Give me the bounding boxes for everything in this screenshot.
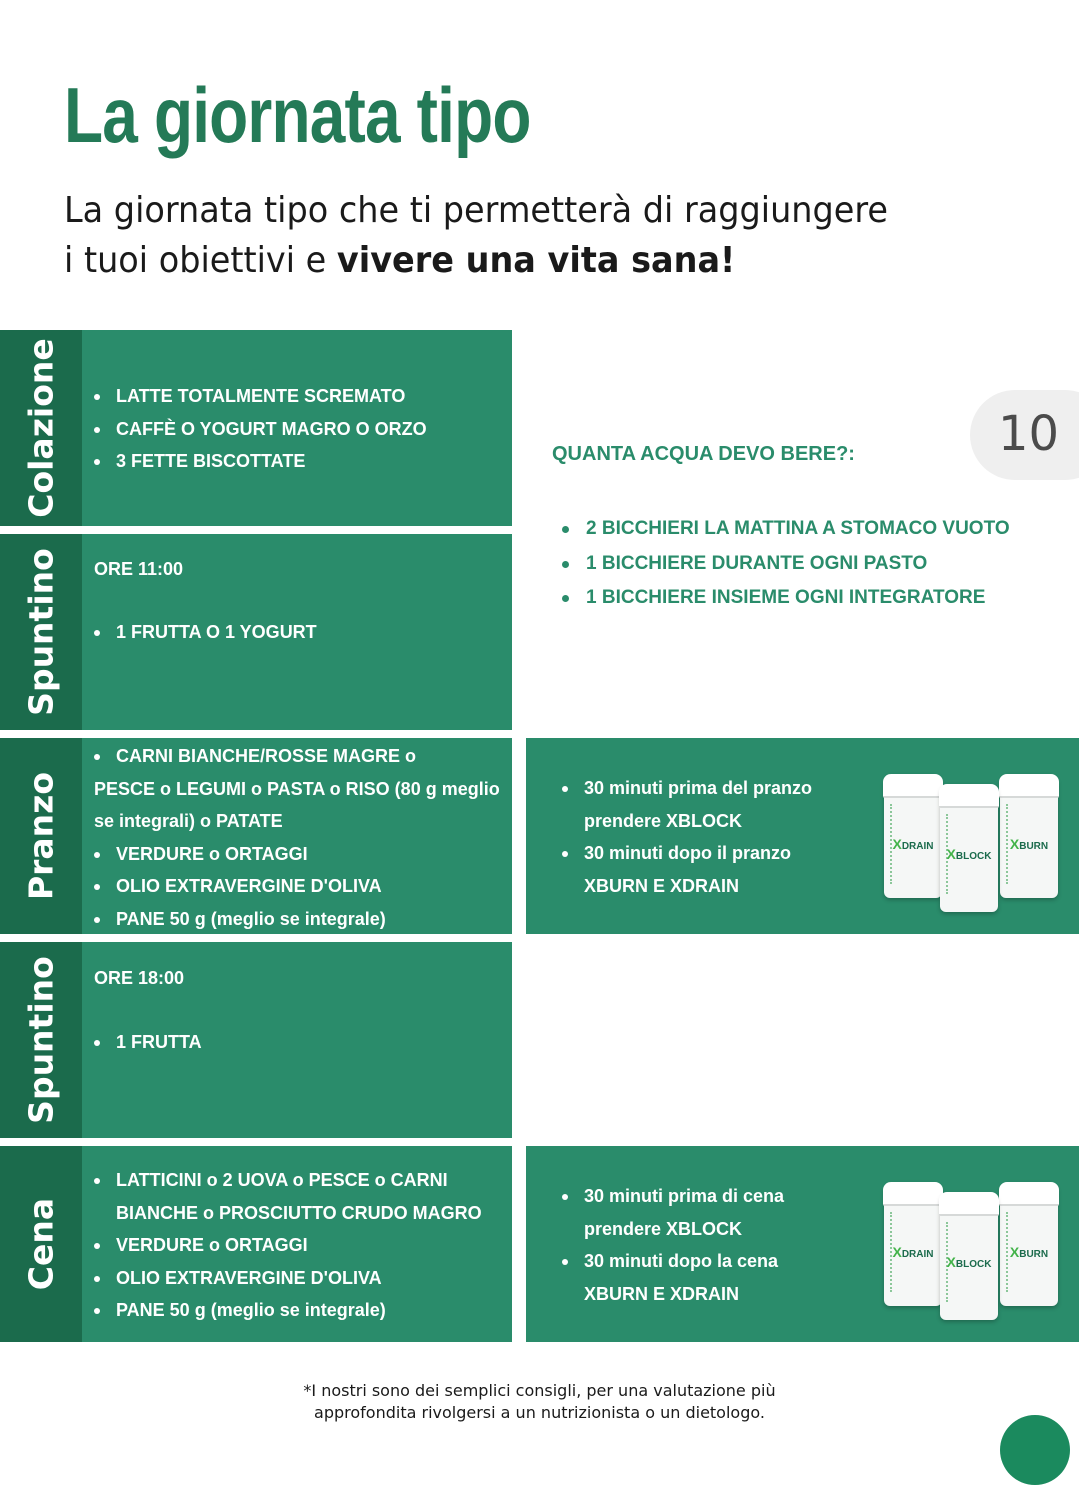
bottle-xburn [1000,1182,1058,1306]
bottle-xdrain [884,1182,942,1306]
tab-cena-label: Cena [21,1197,61,1291]
bottle-label: XBLOCK [946,1254,992,1270]
tab-spuntino-afternoon [0,942,82,1138]
bottle-label: XBLOCK [946,846,992,862]
list-item: LATTE TOTALMENTE SCREMATO [116,380,512,413]
colazione-list [82,380,512,478]
cena-panel [82,1146,512,1342]
list-item: VERDURE o ORTAGGI [116,838,512,871]
bottle-xblock [940,1192,998,1320]
page-number: 10 [998,406,1060,462]
tab-spuntino-morning [0,534,82,730]
bottle-xburn [1000,774,1058,898]
list-item: PANE 50 g (meglio se integrale) [116,1294,498,1327]
pranzo-panel [82,738,512,934]
colazione-panel [82,330,512,526]
list-item: OLIO EXTRAVERGINE D'OLIVA [116,870,512,903]
bottle-xblock [940,784,998,912]
supplement-bottles-image [884,774,1064,919]
subtitle-line1: La giornata tipo che ti permetterà di raggiungere [64,190,889,231]
spuntino-time: ORE 18:00 [94,968,185,988]
list-item: 30 minuti prima del pranzo prendere XBLOCK [584,772,844,837]
supplements-pranzo-panel [526,738,1079,934]
footnote [0,1380,1079,1424]
list-item: CARNI BIANCHE/ROSSE MAGRE o [116,740,512,773]
tab-spuntino-label: Spuntino [21,548,61,716]
subtitle-line2-normal: i tuoi obiettivi e [64,240,337,281]
spuntino-morning-panel [82,534,512,730]
water-question: QUANTA ACQUA DEVO BERE?: [552,443,855,465]
spuntino-time: ORE 11:00 [94,559,184,579]
corner-decoration [1000,1415,1070,1485]
list-item: VERDURE o ORTAGGI [116,1229,498,1262]
water-list [560,512,1010,616]
tab-colazione [0,330,82,526]
supplements-cena-panel [526,1146,1079,1342]
cena-list [82,1164,512,1327]
tab-spuntino-label: Spuntino [21,956,61,1124]
list-item: CAFFÈ O YOGURT MAGRO O ORZO [116,413,512,446]
tab-cena [0,1146,82,1342]
list-item: 1 BICCHIERE INSIEME OGNI INTEGRATORE [586,581,1010,616]
spuntino-afternoon-panel [82,942,512,1138]
spuntino-list [82,1026,202,1059]
page-number-badge [970,390,1079,480]
page-subtitle [64,186,888,286]
list-item: 30 minuti prima di cena prendere XBLOCK [584,1180,844,1245]
pranzo-item-continued: PESCE o LEGUMI o PASTA o RISO (80 g meglio [94,778,500,799]
list-item: 2 BICCHIERI LA MATTINA A STOMACO VUOTO [586,512,1010,547]
pranzo-item-continued: se integrali) o PATATE [94,811,283,831]
footnote-line1: *I nostri sono dei semplici consigli, per una valutazione più [303,1381,776,1400]
tab-pranzo-label: Pranzo [21,771,61,901]
footnote-line2: approfondita rivolgersi a un nutrizionista o un dietologo. [314,1403,765,1422]
pranzo-list-first [82,740,512,773]
page-title: La giornata tipo [64,71,531,159]
list-item: 30 minuti dopo la cena XBURN E XDRAIN [584,1245,844,1310]
list-item: LATTICINI o 2 UOVA o PESCE o CARNI BIANCHE o PROSCIUTTO CRUDO MAGRO [116,1164,498,1229]
list-item: 1 BICCHIERE DURANTE OGNI PASTO [586,547,1010,582]
bottle-label: XBURN [1009,836,1049,852]
spuntino-list [82,616,317,649]
tab-pranzo [0,738,82,934]
bottle-label: XDRAIN [892,1244,934,1260]
subtitle-line2-bold: vivere una vita sana! [336,240,736,281]
bottle-label: XDRAIN [892,836,934,852]
supplement-bottles-image [884,1182,1064,1327]
pranzo-list [82,838,512,936]
list-item: 30 minuti dopo il pranzo XBURN E XDRAIN [584,837,844,902]
list-item: 3 FETTE BISCOTTATE [116,445,512,478]
list-item: OLIO EXTRAVERGINE D'OLIVA [116,1262,498,1295]
bottle-label: XBURN [1009,1244,1049,1260]
list-item: 1 FRUTTA [116,1026,202,1059]
list-item: 1 FRUTTA O 1 YOGURT [116,616,317,649]
tab-colazione-label: Colazione [21,338,61,518]
list-item: PANE 50 g (meglio se integrale) [116,903,512,936]
bottle-xdrain [884,774,942,898]
